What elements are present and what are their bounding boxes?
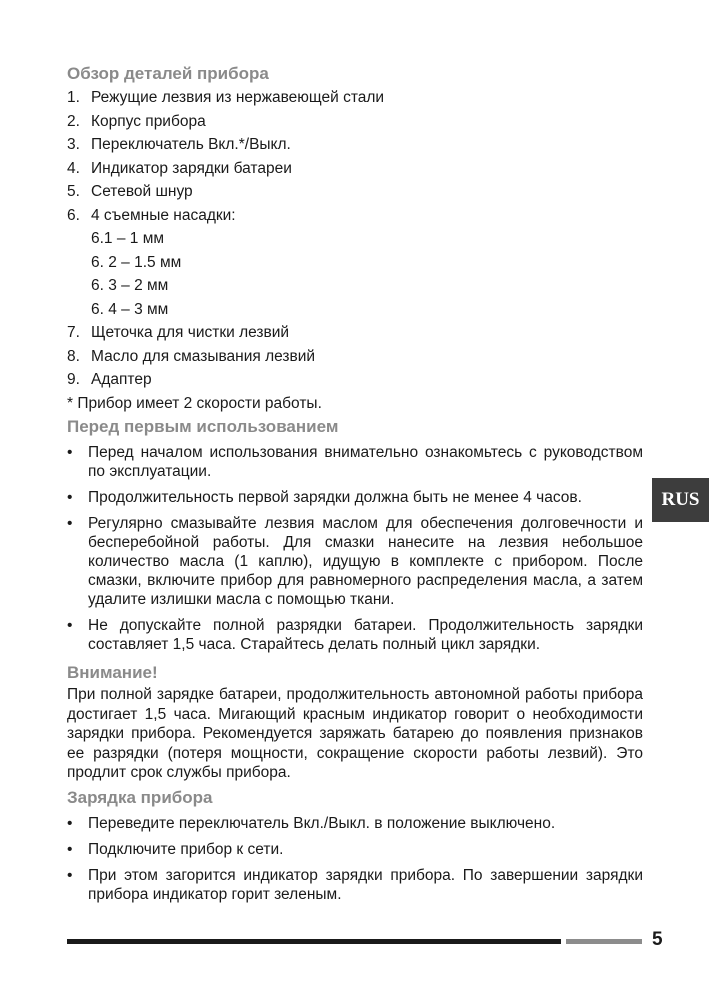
item-number: 5. bbox=[67, 183, 80, 200]
item-text: Масло для смазывания лезвий bbox=[91, 347, 316, 365]
item-number: 3. bbox=[67, 136, 80, 153]
item-text: 4 съемные насадки: bbox=[91, 206, 236, 224]
page-number: 5 bbox=[652, 929, 663, 950]
bullet-item: • Не допускайте полной разрядки батареи. Продолжительность зарядки составляет 1,5 часа. Старайтесь делать полный цикл зарядки. bbox=[67, 616, 643, 654]
item-number: 2. bbox=[67, 112, 80, 130]
item-number: 8. bbox=[67, 347, 80, 365]
sub-item-text: 6. 4 – 3 мм bbox=[91, 300, 169, 318]
footer-rule-gray bbox=[566, 939, 642, 944]
bullet-item: • Переведите переключатель Вкл./Выкл. в положение выключено. bbox=[67, 814, 643, 833]
first-use-bullets bbox=[67, 443, 643, 654]
sub-item-text: 6. 3 – 2 мм bbox=[91, 277, 169, 294]
list-item bbox=[67, 204, 643, 228]
list-item bbox=[67, 368, 643, 392]
item-number: 6. bbox=[67, 206, 80, 224]
item-text: Сетевой шнур bbox=[91, 183, 193, 200]
sub-list-item bbox=[67, 274, 643, 298]
bullet-item: • Перед началом использования внимательно ознакомьтесь с руководством по эксплуатации. bbox=[67, 443, 643, 481]
item-number: 7. bbox=[67, 324, 80, 341]
item-text: Переключатель Вкл.*/Выкл. bbox=[91, 136, 291, 153]
speed-note: * Прибор имеет 2 скорости работы. bbox=[67, 394, 322, 412]
list-item bbox=[67, 345, 643, 369]
item-number: 4. bbox=[67, 159, 80, 177]
charging-heading: Зарядка прибора bbox=[67, 787, 213, 807]
list-item bbox=[67, 133, 643, 157]
list-item bbox=[67, 110, 643, 134]
bullet-item: • Подключите прибор к сети. bbox=[67, 840, 643, 859]
charging-bullets bbox=[67, 814, 643, 904]
list-item bbox=[67, 321, 643, 345]
language-tab: RUS bbox=[652, 478, 709, 522]
sub-list-item bbox=[67, 298, 643, 322]
list-item bbox=[67, 157, 643, 181]
item-text: Щеточка для чистки лезвий bbox=[91, 324, 290, 341]
item-text: Индикатор зарядки батареи bbox=[91, 159, 292, 177]
parts-list bbox=[67, 86, 643, 392]
list-item bbox=[67, 180, 643, 204]
footer-rule-dark bbox=[67, 939, 561, 944]
item-text: Адаптер bbox=[91, 371, 152, 388]
attention-paragraph: При полной зарядке батареи, продолжительность автономной работы прибора достигает 1,5 часа. Мигающий красным индикатор говорит о необходимости зарядки прибора. Рекомендуется заряжать батарею до появления признаков ее разрядки (потеря мощности, сокращение скорости работы лезвий). Это продлит срок службы прибора. bbox=[67, 686, 643, 781]
sub-list-item bbox=[67, 251, 643, 275]
overview-heading: Обзор деталей прибора bbox=[67, 64, 269, 83]
attention-heading: Внимание! bbox=[67, 663, 158, 682]
item-number: 1. bbox=[67, 89, 80, 106]
item-text: Корпус прибора bbox=[91, 112, 206, 130]
sub-item-text: 6. 2 – 1.5 мм bbox=[91, 253, 182, 271]
sub-item-text: 6.1 – 1 мм bbox=[91, 230, 165, 247]
bullet-item: • При этом загорится индикатор зарядки прибора. По завершении зарядки прибора индикатор горит зеленым. bbox=[67, 866, 643, 904]
list-item bbox=[67, 86, 643, 110]
bullet-item: • Регулярно смазывайте лезвия маслом для обеспечения долговечности и бесперебойной работы. Для смазки нанесите на лезвия небольшое количество масла (1 каплю), идущую в комплекте с прибором. После смазки, включите прибор для равномерного распределения масла, а затем удалите излишки масла с помощью ткани. bbox=[67, 514, 643, 609]
page-content bbox=[67, 62, 643, 911]
item-number: 9. bbox=[67, 371, 80, 388]
first-use-heading: Перед первым использованием bbox=[67, 417, 339, 436]
item-text: Режущие лезвия из нержавеющей стали bbox=[91, 89, 385, 106]
bullet-item: • Продолжительность первой зарядки должна быть не менее 4 часов. bbox=[67, 488, 643, 507]
sub-list-item bbox=[67, 227, 643, 251]
